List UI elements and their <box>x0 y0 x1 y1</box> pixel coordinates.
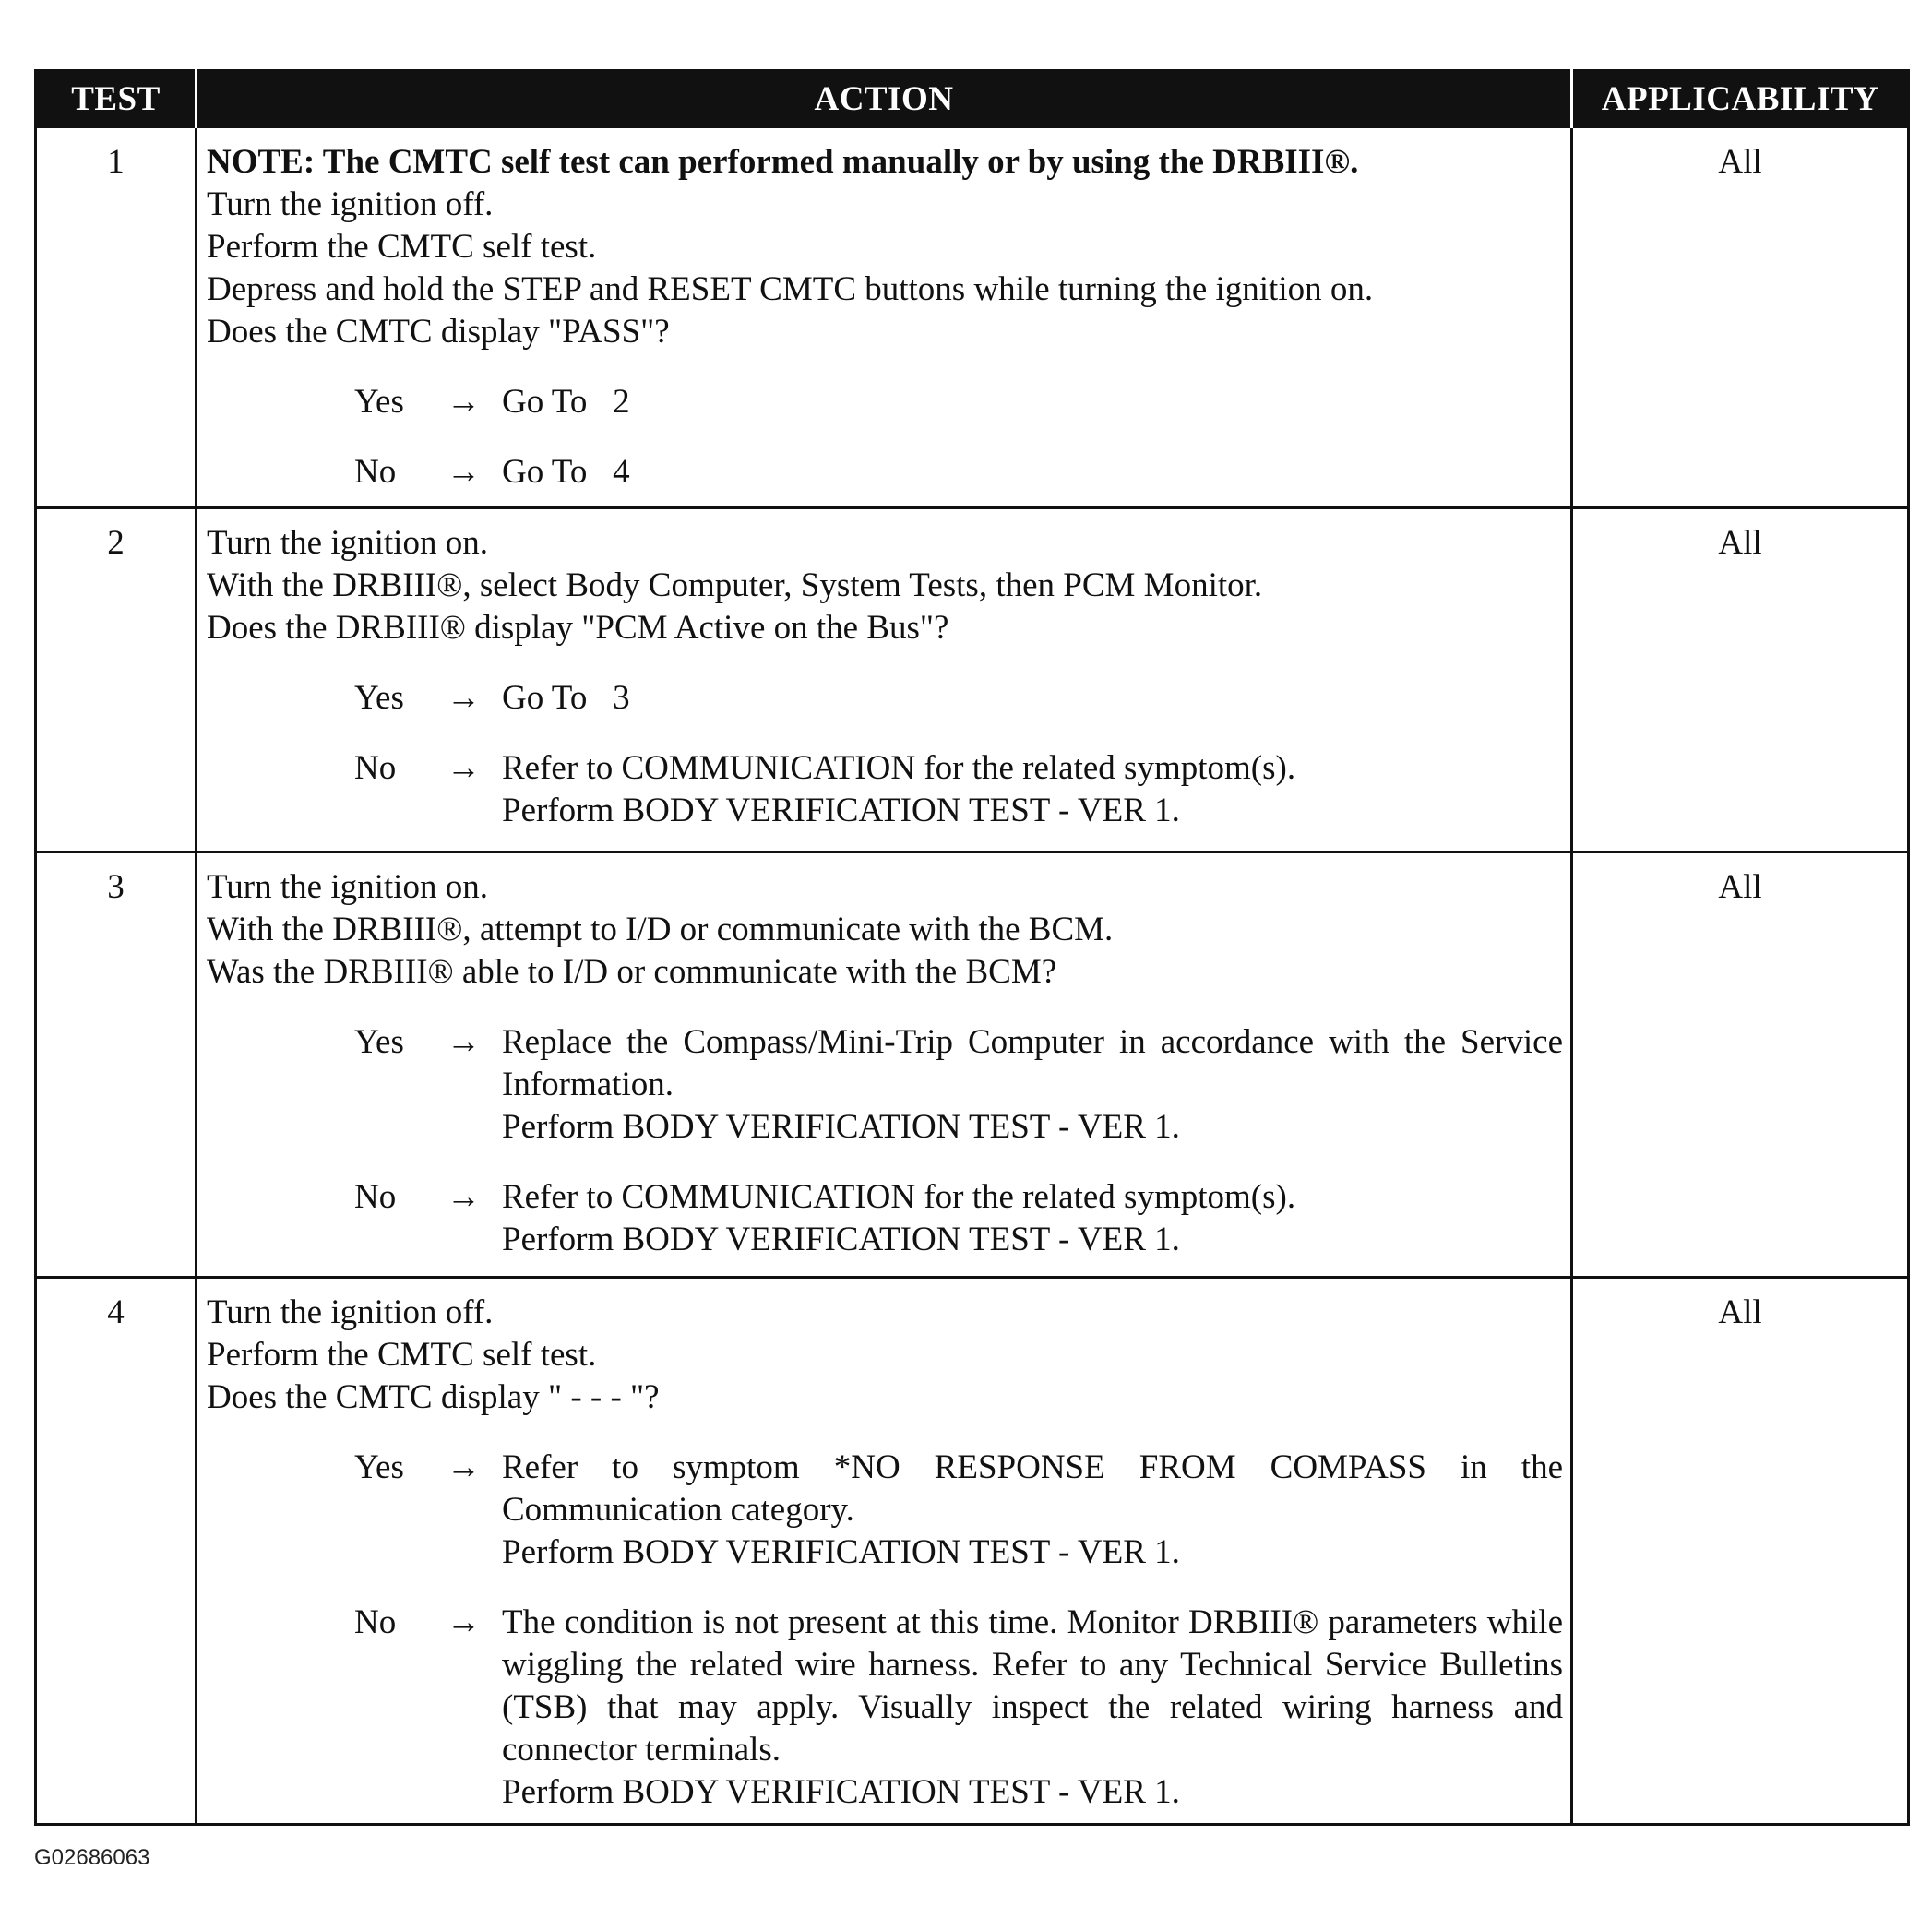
table-header-row <box>36 71 1909 127</box>
action-cell <box>197 508 1572 852</box>
branch-line: Refer to COMMUNICATION for the related symptom(s). <box>502 749 1296 787</box>
action-cell <box>197 852 1572 1278</box>
table-row <box>36 1278 1909 1825</box>
action-line: Perform the CMTC self test. <box>207 228 597 266</box>
applicability-cell: All <box>1572 1278 1909 1825</box>
yes-branch <box>354 381 1563 423</box>
diagnostic-test-sheet <box>34 69 1907 1826</box>
test-number: 3 <box>36 852 197 1278</box>
branch-text <box>502 1447 1563 1574</box>
table-row <box>36 508 1909 852</box>
action-line: Turn the ignition on. <box>207 868 488 906</box>
action-line: Was the DRBIII® able to I/D or communicate with the BCM? <box>207 953 1057 991</box>
arrow-icon: → <box>447 1178 481 1216</box>
branch-label: Yes <box>354 1023 404 1061</box>
branch-label: Yes <box>354 679 404 717</box>
yes-branch <box>354 1021 1563 1149</box>
action-line: Does the CMTC display "PASS"? <box>207 313 670 351</box>
branch-label: No <box>354 1603 397 1641</box>
applicability-cell: All <box>1572 852 1909 1278</box>
no-branch <box>354 451 1563 494</box>
branch-line: Go To 4 <box>502 453 630 491</box>
branch-line: Perform BODY VERIFICATION TEST - VER 1. <box>502 1221 1180 1258</box>
table-row <box>36 852 1909 1278</box>
header-applicability: APPLICABILITY <box>1572 71 1909 127</box>
branch-line: Refer to COMMUNICATION for the related symptom(s). <box>502 1178 1296 1216</box>
action-line: With the DRBIII®, select Body Computer, System Tests, then PCM Monitor. <box>207 566 1263 604</box>
branch-text <box>502 1021 1563 1149</box>
action-cell <box>197 127 1572 508</box>
action-line: Depress and hold the STEP and RESET CMTC buttons while turning the ignition on. <box>207 270 1374 308</box>
no-branch <box>354 747 1563 832</box>
test-number: 1 <box>36 127 197 508</box>
branch-text <box>502 747 1563 832</box>
arrow-icon: → <box>447 383 481 421</box>
arrow-icon: → <box>447 453 481 491</box>
branch-text <box>502 451 1563 494</box>
action-line: Does the CMTC display " - - - "? <box>207 1378 660 1416</box>
table-row <box>36 127 1909 508</box>
branch-line: Perform BODY VERIFICATION TEST - VER 1. <box>502 1108 1180 1146</box>
action-line: Turn the ignition off. <box>207 1293 494 1331</box>
branch-text <box>502 381 1563 423</box>
arrow-icon: → <box>447 1448 481 1486</box>
note-text: NOTE: The CMTC self test can performed manually or by using the DRBIII®. <box>207 143 1359 181</box>
test-number: 4 <box>36 1278 197 1825</box>
branch-label: No <box>354 453 397 491</box>
branch-text <box>502 1602 1563 1814</box>
branch-label: No <box>354 1178 397 1216</box>
branch-line: Perform BODY VERIFICATION TEST - VER 1. <box>502 792 1180 829</box>
applicability-cell: All <box>1572 127 1909 508</box>
branch-text <box>502 1176 1563 1261</box>
header-action: ACTION <box>197 71 1572 127</box>
branch-line: Replace the Compass/Mini-Trip Computer in accordance with the Service Information. <box>502 1023 1563 1103</box>
action-line: Perform the CMTC self test. <box>207 1336 597 1374</box>
arrow-icon: → <box>447 1603 481 1641</box>
action-line: Turn the ignition on. <box>207 524 488 562</box>
arrow-icon: → <box>447 749 481 787</box>
no-branch <box>354 1176 1563 1261</box>
branch-line: Go To 3 <box>502 679 630 717</box>
no-branch <box>354 1602 1563 1814</box>
branch-line: The condition is not present at this time. Monitor DRBIII® parameters while wiggling the related wire harness. Refer to any Technical Service Bulletins (TSB) that may apply. Visually inspect the related wiring harness and connector terminals. <box>502 1603 1563 1769</box>
branch-label: Yes <box>354 383 404 421</box>
branch-label: Yes <box>354 1448 404 1486</box>
header-test: TEST <box>36 71 197 127</box>
applicability-cell: All <box>1572 508 1909 852</box>
yes-branch <box>354 1447 1563 1574</box>
yes-branch <box>354 677 1563 720</box>
branch-text <box>502 677 1563 720</box>
action-line: With the DRBIII®, attempt to I/D or communicate with the BCM. <box>207 911 1114 948</box>
action-cell <box>197 1278 1572 1825</box>
branch-line: Perform BODY VERIFICATION TEST - VER 1. <box>502 1773 1180 1811</box>
diagnostic-table <box>34 69 1910 1826</box>
action-line: Does the DRBIII® display "PCM Active on the Bus"? <box>207 609 949 647</box>
arrow-icon: → <box>447 679 481 717</box>
action-line: Turn the ignition off. <box>207 185 494 223</box>
branch-line: Refer to symptom *NO RESPONSE FROM COMPASS in the Communication category. <box>502 1448 1563 1529</box>
test-number: 2 <box>36 508 197 852</box>
branch-label: No <box>354 749 397 787</box>
branch-line: Perform BODY VERIFICATION TEST - VER 1. <box>502 1533 1180 1571</box>
branch-line: Go To 2 <box>502 383 630 421</box>
figure-id: G02686063 <box>34 1845 150 1870</box>
arrow-icon: → <box>447 1023 481 1061</box>
